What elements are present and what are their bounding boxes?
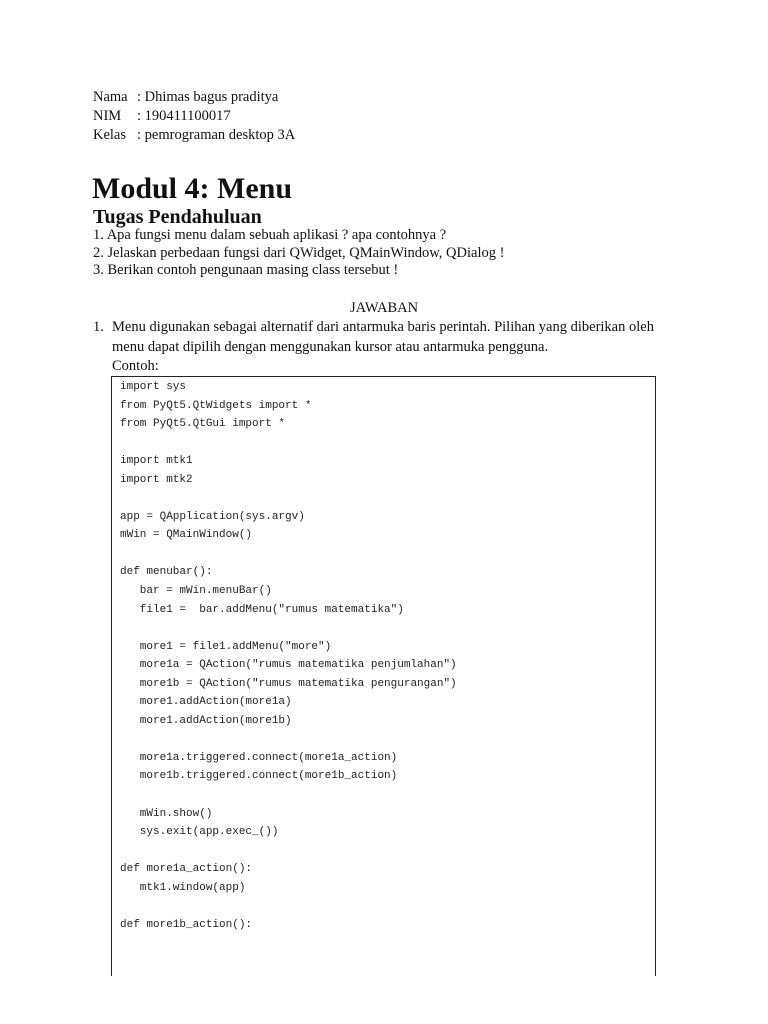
code-line: file1 = bar.addMenu("rumus matematika"): [120, 603, 404, 616]
question-list: [93, 227, 504, 280]
identity-value: : Dhimas bagus praditya: [137, 89, 279, 105]
student-identity: [93, 88, 295, 145]
code-line: app = QApplication(sys.argv): [120, 510, 305, 523]
code-line: [120, 619, 457, 638]
code-line: import mtk1: [120, 455, 193, 468]
code-line: more1 = file1.addMenu("more"): [120, 640, 332, 653]
answer-heading: JAWABAN: [349, 300, 419, 316]
code-line: more1.addAction(more1a): [120, 696, 292, 709]
code-line: more1b.triggered.connect(more1b_action): [120, 770, 398, 783]
code-line: [120, 545, 457, 564]
code-line: more1b = QAction("rumus matematika pengurangan"): [120, 677, 457, 690]
identity-row-class: [93, 126, 295, 145]
question-item: 1. Apa fungsi menu dalam sebuah aplikasi ? apa contohnya ?: [93, 227, 447, 243]
code-line: bar = mWin.menuBar(): [120, 585, 272, 598]
code-line: [120, 786, 457, 805]
question-item: 3. Berikan contoh pengunaan masing class tersebut !: [93, 262, 399, 278]
identity-label: Kelas: [93, 127, 127, 143]
identity-value: : 190411100017: [137, 108, 231, 124]
identity-label: Nama: [93, 89, 128, 105]
code-line: def more1a_action():: [120, 863, 253, 876]
code-line: more1a = QAction("rumus matematika penjumlahan"): [120, 659, 457, 672]
code-line: [120, 897, 457, 916]
code-line: more1.addAction(more1b): [120, 714, 292, 727]
example-label: Contoh:: [112, 358, 159, 374]
answer-text: Menu digunakan sebagai alternatif dari antarmuka baris perintah. Pilihan yang diberikan oleh menu dapat dipilih dengan menggunakan kursor atau antarmuka pengguna.: [112, 319, 654, 355]
code-line: from PyQt5.QtGui import *: [120, 418, 286, 431]
code-line: [120, 434, 457, 453]
identity-row-name: [93, 88, 295, 107]
code-line: sys.exit(app.exec_()): [120, 826, 279, 839]
code-line: import mtk2: [120, 473, 193, 486]
code-line: [120, 730, 457, 749]
code-line: mWin.show(): [120, 807, 213, 820]
code-listing: [120, 378, 457, 934]
question-item: 2. Jelaskan perbedaan fungsi dari QWidget, QMainWindow, QDialog !: [93, 244, 505, 261]
identity-value: : pemrograman desktop 3A: [137, 127, 296, 143]
identity-label: NIM: [93, 108, 122, 124]
code-listing-box: [111, 376, 656, 976]
page-title: Modul 4: Menu: [92, 172, 293, 205]
identity-row-nim: [93, 107, 295, 126]
code-line: [120, 842, 457, 861]
answer-number: 1.: [93, 319, 104, 335]
code-line: [120, 489, 457, 508]
section-subtitle: Tugas Pendahuluan: [93, 206, 262, 228]
code-line: from PyQt5.QtWidgets import *: [120, 399, 312, 412]
code-line: mWin = QMainWindow(): [120, 529, 253, 542]
code-line: def menubar():: [120, 566, 213, 579]
answer-item: [93, 318, 683, 377]
code-line: more1a.triggered.connect(more1a_action): [120, 751, 398, 764]
code-line: import sys: [120, 381, 187, 393]
code-line: mtk1.window(app): [120, 881, 246, 894]
code-line: def more1b_action():: [120, 918, 253, 931]
